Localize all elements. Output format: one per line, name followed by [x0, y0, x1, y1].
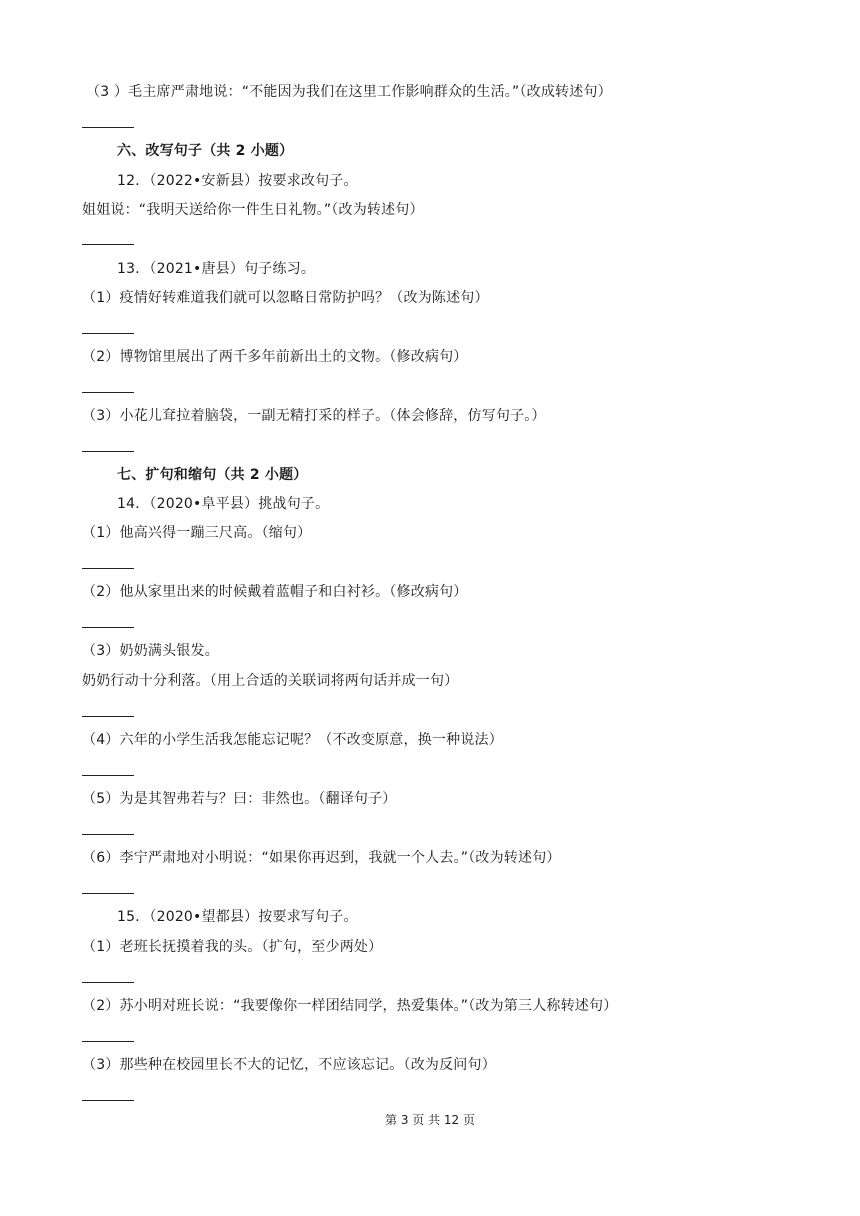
question-13-3: （3）小花儿耷拉着脑袋，一副无精打采的样子。（体会修辞，仿写句子。） — [82, 408, 546, 424]
question-14-5: （5）为是其智弗若与？曰：非然也。（翻译句子） — [82, 791, 397, 807]
question-15: 15．（2020•望都县）按要求写句子。 — [117, 909, 358, 925]
question-13-1: （1）疫情好转难道我们就可以忽略日常防护吗？（改为陈述句） — [82, 290, 489, 306]
section-7-heading: 七、扩句和缩句（共 2 小题） — [117, 467, 308, 483]
answer-blank — [82, 893, 134, 894]
question-15-3: （3）那些种在校园里长不大的记忆，不应该忘记。（改为反问句） — [82, 1057, 496, 1073]
question-15-2: （2）苏小明对班长说：“我要像你一样团结同学，热爱集体。”（改为第三人称转述句） — [82, 998, 618, 1014]
question-11-3: （3 ）毛主席严肃地说：“不能因为我们在这里工作影响群众的生活。”（改成转述句） — [86, 84, 612, 100]
answer-blank — [82, 982, 134, 983]
answer-blank — [82, 716, 134, 717]
page-footer: 第 3 页 共 12 页 — [385, 1113, 475, 1127]
question-14-4: （4）六年的小学生活我怎能忘记呢？（不改变原意，换一种说法） — [82, 732, 503, 748]
question-12-sentence: 姐姐说：“我明天送给你一件生日礼物。”（改为转述句） — [82, 202, 424, 218]
question-14-6: （6）李宁严肃地对小明说：“如果你再迟到，我就一个人去。”（改为转述句） — [82, 850, 561, 866]
question-14: 14．（2020•阜平县）挑战句子。 — [117, 496, 330, 512]
question-14-1: （1）他高兴得一蹦三尺高。（缩句） — [82, 525, 312, 541]
answer-blank — [82, 244, 134, 245]
answer-blank — [82, 627, 134, 628]
question-15-1: （1）老班长抚摸着我的头。（扩句，至少两处） — [82, 939, 383, 955]
question-13-2: （2）博物馆里展出了两千多年前新出土的文物。（修改病句） — [82, 349, 468, 365]
question-14-3: （3）奶奶满头银发。 — [82, 643, 219, 659]
answer-blank — [82, 1100, 134, 1101]
answer-blank — [82, 775, 134, 776]
question-14-3-continued: 奶奶行动十分利落。（用上合适的关联词将两句话并成一句） — [82, 673, 459, 689]
answer-blank — [82, 834, 134, 835]
question-13: 13．（2021•唐县）句子练习。 — [117, 261, 316, 277]
answer-blank — [82, 568, 134, 569]
answer-blank — [82, 392, 134, 393]
section-6-heading: 六、改写句子（共 2 小题） — [117, 143, 294, 159]
question-14-2: （2）他从家里出来的时候戴着蓝帽子和白衬衫。（修改病句） — [82, 584, 468, 600]
answer-blank — [82, 451, 134, 452]
answer-blank — [82, 333, 134, 334]
question-12: 12．（2022•安新县）按要求改句子。 — [117, 173, 358, 189]
answer-blank — [82, 127, 134, 128]
answer-blank — [82, 1041, 134, 1042]
